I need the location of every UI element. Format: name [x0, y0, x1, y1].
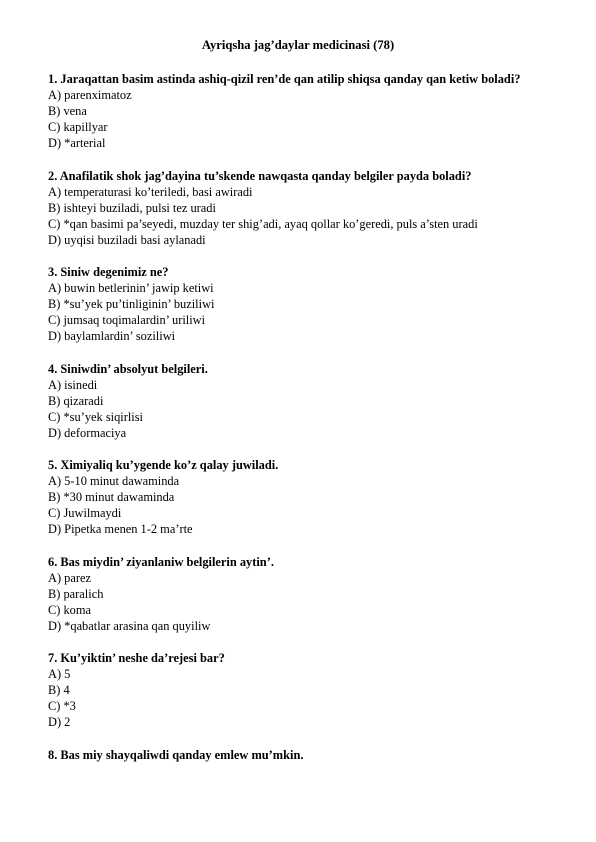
question-text: 6. Bas miydin’ ziyanlaniw belgilerin aytin’. [48, 554, 274, 569]
question-text: 5. Ximiyaliq ku’ygende ko’z qalay juwiladi. [48, 458, 279, 472]
question-6 [48, 554, 548, 634]
answer-option: D) 2 [48, 715, 71, 729]
question-text: 4. Siniwdin’ absolyut belgileri. [48, 361, 208, 376]
answer-option: C) *qan basimi pa’seyedi, muzday ter shig’adi, ayaq qollar ko’geredi, puls a’sten uradi [48, 216, 478, 231]
answer-option: B) vena [48, 104, 87, 118]
answer-option: C) kapillyar [48, 120, 108, 134]
answer-option: B) paralich [48, 586, 104, 601]
answer-option: B) 4 [48, 683, 70, 697]
answer-option: D) baylamlardin’ soziliwi [48, 329, 176, 343]
answer-option: B) qizaradi [48, 393, 104, 408]
question-7 [48, 650, 548, 730]
answer-option: A) parenximatoz [48, 88, 132, 102]
answer-option: D) uyqisi buziladi basi aylanadi [48, 232, 206, 247]
answer-option: A) buwin betlerinin’ jawip ketiwi [48, 281, 214, 295]
question-4 [48, 361, 548, 441]
answer-option: D) Pipetka menen 1-2 ma’rte [48, 522, 193, 536]
answer-option: C) Juwilmaydi [48, 506, 122, 520]
answer-option: B) *30 minut dawaminda [48, 490, 175, 504]
answer-option: C) jumsaq toqimalardin’ uriliwi [48, 313, 206, 327]
answer-option: C) *su’yek siqirlisi [48, 409, 143, 424]
question-text: 3. Siniw degenimiz ne? [48, 265, 169, 279]
question-text: 8. Bas miy shayqaliwdi qanday emlew mu’mkin. [48, 747, 304, 762]
question-list [48, 71, 548, 779]
question-text: 7. Ku’yiktin’ neshe da’rejesi bar? [48, 651, 225, 665]
question-text: 2. Anafilatik shok jag’dayina tu’skende nawqasta qanday belgiler payda boladi? [48, 168, 472, 183]
question-text: 1. Jaraqattan basim astinda ashiq-qizil ren’de qan atilip shiqsa qanday qan ketiw boladi? [48, 72, 521, 86]
answer-option: A) 5-10 minut dawaminda [48, 474, 180, 488]
answer-option: C) koma [48, 602, 92, 617]
answer-option: A) isinedi [48, 377, 98, 392]
answer-option: D) deformaciya [48, 425, 127, 440]
question-8 [48, 747, 548, 763]
question-3 [48, 264, 548, 344]
answer-option: A) parez [48, 570, 91, 585]
answer-option: D) *arterial [48, 136, 106, 150]
answer-option: D) *qabatlar arasina qan quyiliw [48, 618, 211, 633]
answer-option: B) ishteyi buziladi, pulsi tez uradi [48, 200, 216, 215]
answer-option: C) *3 [48, 699, 76, 713]
question-2 [48, 168, 548, 248]
question-5 [48, 457, 548, 537]
question-1 [48, 71, 548, 151]
answer-option: B) *su’yek pu’tinliginin’ buziliwi [48, 297, 215, 311]
document-title: Ayriqsha jag’daylar medicinasi (78) [201, 38, 395, 52]
answer-option: A) temperaturasi ko’teriledi, basi awiradi [48, 184, 253, 199]
answer-option: A) 5 [48, 667, 71, 681]
